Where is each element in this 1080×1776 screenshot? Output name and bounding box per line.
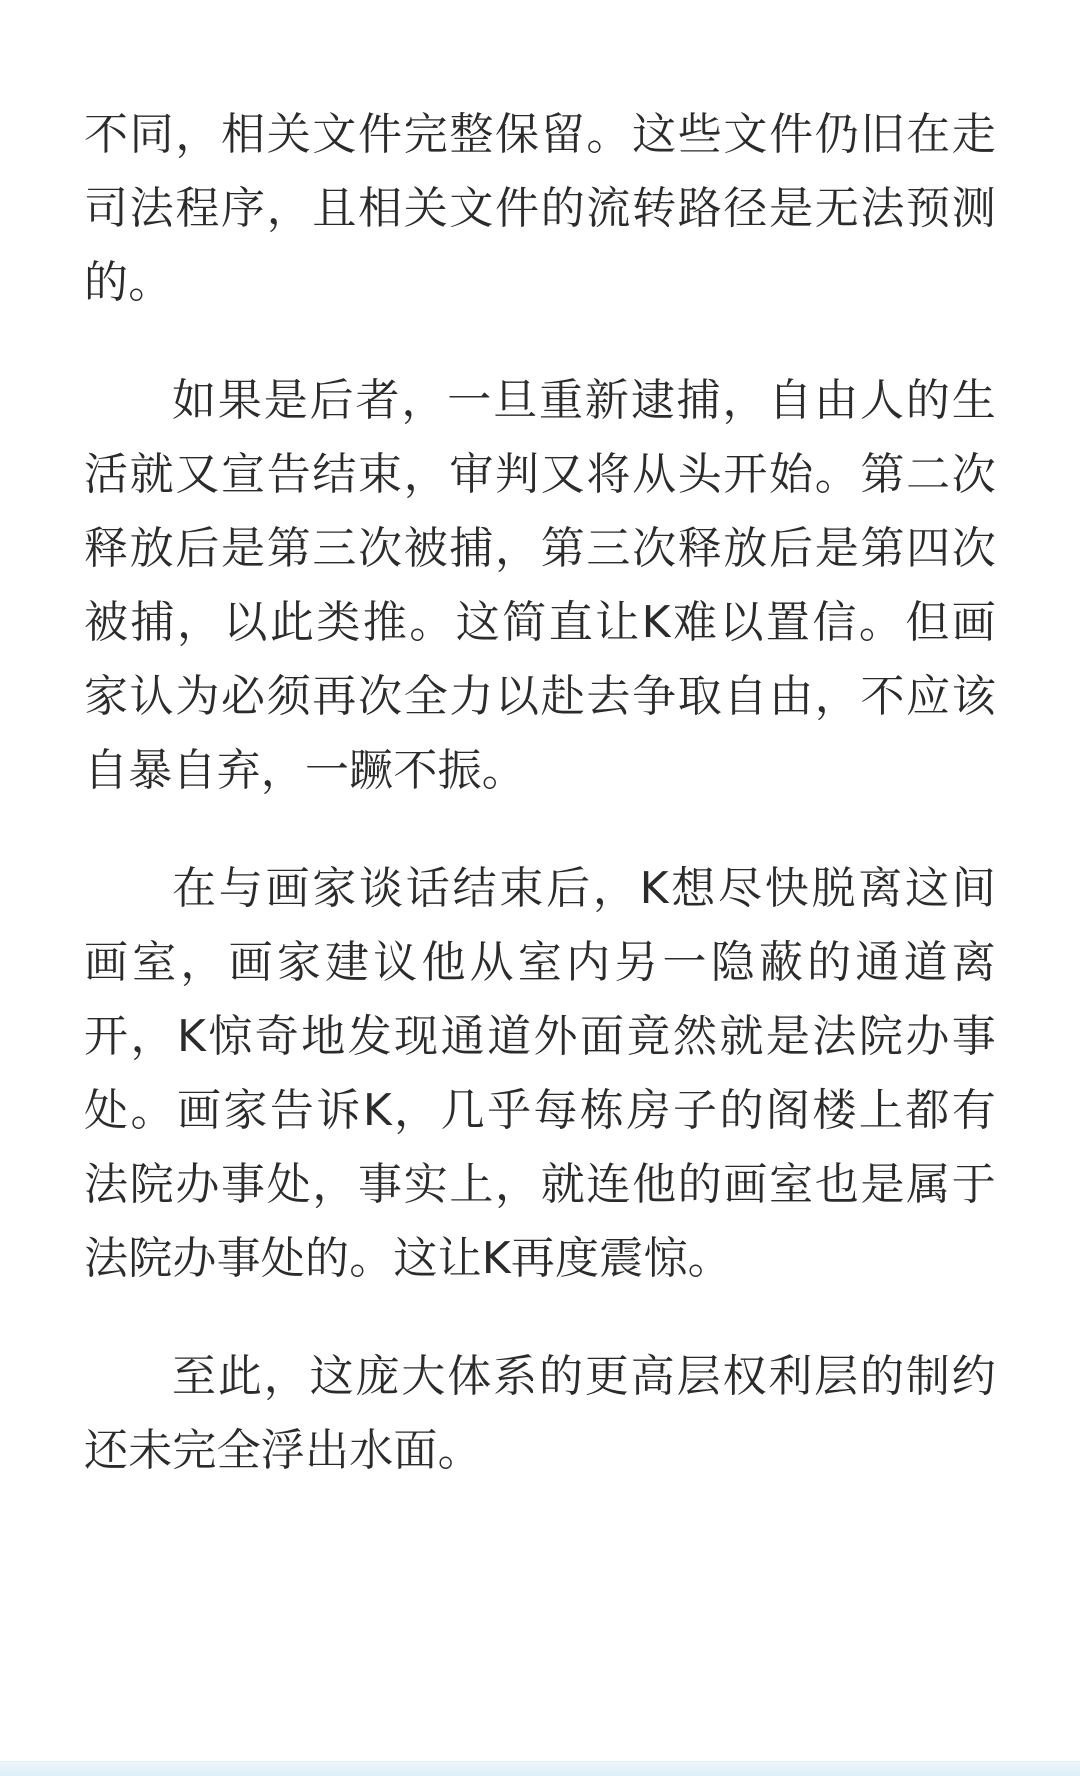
- paragraph-3: 在与画家谈话结束后，K想尽快脱离这间画室，画家建议他从室内另一隐蔽的通道离开，K惊奇地发现通道外面竟然就是法院办事处。画家告诉K，几乎每栋房子的阁楼上都有法院办事处，事实上，就连他的画室也是属于法院办事处的。这让K再度震惊。: [84, 863, 996, 1284]
- article-body: [84, 98, 996, 1488]
- bottom-edge-band: [0, 1761, 1080, 1776]
- paragraph-1: 不同，相关文件完整保留。这些文件仍旧在走司法程序，且相关文件的流转路径是无法预测的。: [84, 109, 996, 308]
- paragraph-4: 至此，这庞大体系的更高层权利层的制约还未完全浮出水面。: [84, 1351, 996, 1476]
- paragraph-2: 如果是后者，一旦重新逮捕，自由人的生活就又宣告结束，审判又将从头开始。第二次释放后是第三次被捕，第三次释放后是第四次被捕，以此类推。这简直让K难以置信。但画家认为必须再次全力以赴去争取自由，不应该自暴自弃，一蹶不振。: [84, 375, 996, 796]
